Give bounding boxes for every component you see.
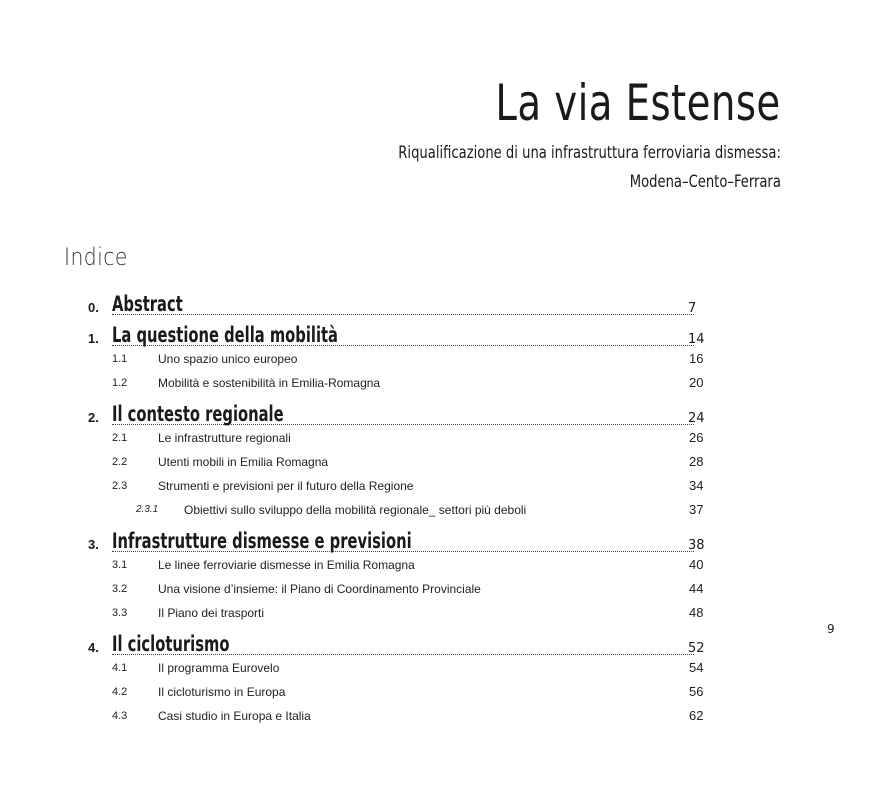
chapter-page: 52 <box>688 641 705 656</box>
toc-chapter[interactable] <box>0 317 869 348</box>
toc-section[interactable] <box>0 602 869 626</box>
chapter-number: 2. <box>88 410 99 425</box>
chapter-page: 38 <box>688 538 705 553</box>
toc-subsection[interactable] <box>0 499 869 523</box>
index-heading: Indice <box>64 243 128 271</box>
toc-section[interactable] <box>0 451 869 475</box>
toc-section[interactable] <box>0 705 869 729</box>
chapter-page: 24 <box>688 411 705 426</box>
chapter-number: 3. <box>88 537 99 552</box>
section-title: Le infrastrutture regionali <box>158 431 291 445</box>
toc-section[interactable] <box>0 681 869 705</box>
toc-section[interactable] <box>0 372 869 396</box>
chapter-number: 0. <box>88 300 99 315</box>
chapter-number: 1. <box>88 331 99 346</box>
chapter-title: Il contesto regionale <box>112 402 284 426</box>
section-title: Il Piano dei trasporti <box>158 606 265 620</box>
section-page: 44 <box>689 581 704 596</box>
section-number: 3.2 <box>112 583 128 595</box>
section-number: 2.1 <box>112 432 128 444</box>
dotted-leader <box>112 525 694 552</box>
section-title: Casi studio in Europa e Italia <box>158 709 311 723</box>
toc-chapter[interactable] <box>0 286 869 317</box>
section-title: Strumenti e previsioni per il futuro della Regione <box>158 479 414 493</box>
section-title: Il programma Eurovelo <box>158 661 280 675</box>
chapter-number: 4. <box>88 640 99 655</box>
section-page: 62 <box>689 708 704 723</box>
toc-chapter[interactable] <box>0 626 869 657</box>
section-title: Uno spazio unico europeo <box>158 352 298 366</box>
section-number: 4.1 <box>112 662 128 674</box>
dotted-leader <box>112 628 694 655</box>
section-page: 56 <box>689 684 704 699</box>
section-page: 16 <box>689 351 704 366</box>
toc-section[interactable] <box>0 554 869 578</box>
dotted-leader <box>112 398 694 425</box>
section-title: Una visione d’insieme: il Piano di Coordinamento Provinciale <box>158 582 481 596</box>
toc-chapter[interactable] <box>0 523 869 554</box>
section-title: Il cicloturismo in Europa <box>158 685 286 699</box>
toc-section[interactable] <box>0 348 869 372</box>
toc-section[interactable] <box>0 578 869 602</box>
toc-section[interactable] <box>0 475 869 499</box>
chapter-page: 14 <box>688 332 705 347</box>
section-page: 28 <box>689 454 704 469</box>
subsection-page: 37 <box>689 502 704 517</box>
section-number: 1.1 <box>112 353 128 365</box>
section-number: 3.1 <box>112 559 128 571</box>
subtitle-line: Modena–Cento–Ferrara <box>629 172 781 192</box>
chapter-title: Abstract <box>112 292 183 316</box>
chapter-title: Infrastrutture dismesse e previsioni <box>112 529 412 553</box>
chapter-title: La questione della mobilità <box>112 323 338 347</box>
section-page: 20 <box>689 375 704 390</box>
dotted-leader <box>112 319 694 346</box>
section-number: 4.2 <box>112 686 128 698</box>
page-number: 9 <box>827 622 835 636</box>
section-page: 26 <box>689 430 704 445</box>
subsection-title: Obiettivi sullo sviluppo della mobilità regionale_ settori più deboli <box>184 503 527 517</box>
section-title: Le linee ferroviarie dismesse in Emilia Romagna <box>158 558 415 572</box>
section-title: Mobilità e sostenibilità in Emilia-Romagna <box>158 376 381 390</box>
toc-chapter[interactable] <box>0 396 869 427</box>
section-number: 4.3 <box>112 710 128 722</box>
section-title: Utenti mobili in Emilia Romagna <box>158 455 329 469</box>
section-page: 40 <box>689 557 704 572</box>
section-page: 54 <box>689 660 704 675</box>
toc-section[interactable] <box>0 427 869 451</box>
section-page: 34 <box>689 478 704 493</box>
toc-section[interactable] <box>0 657 869 681</box>
section-number: 1.2 <box>112 377 128 389</box>
table-of-contents <box>0 286 869 729</box>
document-title: La via Estense <box>495 74 781 132</box>
section-page: 48 <box>689 605 704 620</box>
chapter-page: 7 <box>688 301 697 316</box>
section-number: 2.2 <box>112 456 128 468</box>
document-subtitle <box>398 139 781 197</box>
section-number: 2.3 <box>112 480 128 492</box>
chapter-title: Il cicloturismo <box>112 632 230 656</box>
subsection-number: 2.3.1 <box>136 504 159 515</box>
dotted-leader <box>112 288 697 316</box>
subtitle-line: Riqualificazione di una infrastruttura ferroviaria dismessa: <box>398 143 781 163</box>
section-number: 3.3 <box>112 607 128 619</box>
